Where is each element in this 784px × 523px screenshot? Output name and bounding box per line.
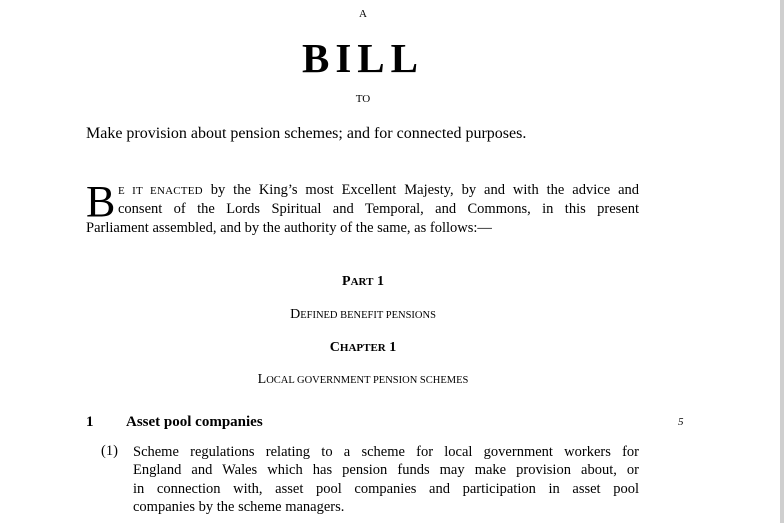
enacting-formula-line-3: Parliament assembled, and by the authority of the same, as follows:— [86,220,492,236]
section-heading: Asset pool companies [126,414,263,430]
subsection-number: (1) [101,443,118,459]
bill-intro-to: TO [355,93,371,105]
enacting-formula-line-1 [118,181,639,201]
long-title: Make provision about pension schemes; and for connected purposes. [86,125,527,142]
chapter-title: LOCAL GOVERNMENT PENSION SCHEMES [257,372,469,387]
bill-intro-a: A [359,8,367,20]
part-title: DEFINED BENEFIT PENSIONS [290,307,436,322]
margin-line-number: 5 [678,416,684,428]
subsection-line: Scheme regulations relating to a scheme for local government workers for [133,444,639,460]
chapter-heading: CHAPTER 1 [329,340,397,355]
subsection-line: in connection with, asset pool companies and participation in asset pool [133,480,639,497]
enacting-line-1-text: by the King’s most Excellent Majesty, by and with the advice and [210,182,640,198]
page-edge [780,0,784,523]
subsection-line: companies by the scheme managers. [133,498,345,515]
subsection-text [133,443,639,516]
enacting-drop-cap: B [86,177,116,226]
part-heading: PART 1 [342,274,384,289]
section-number: 1 [86,414,94,430]
enacting-small-caps: E IT ENACTED [118,185,203,197]
subsection-line: England and Wales which has pension funds may make provision about, or [133,462,639,479]
bill-title: BILL [302,35,424,81]
enacting-formula-line-2: consent of the Lords Spiritual and Temporal, and Commons, in this present [118,201,639,217]
